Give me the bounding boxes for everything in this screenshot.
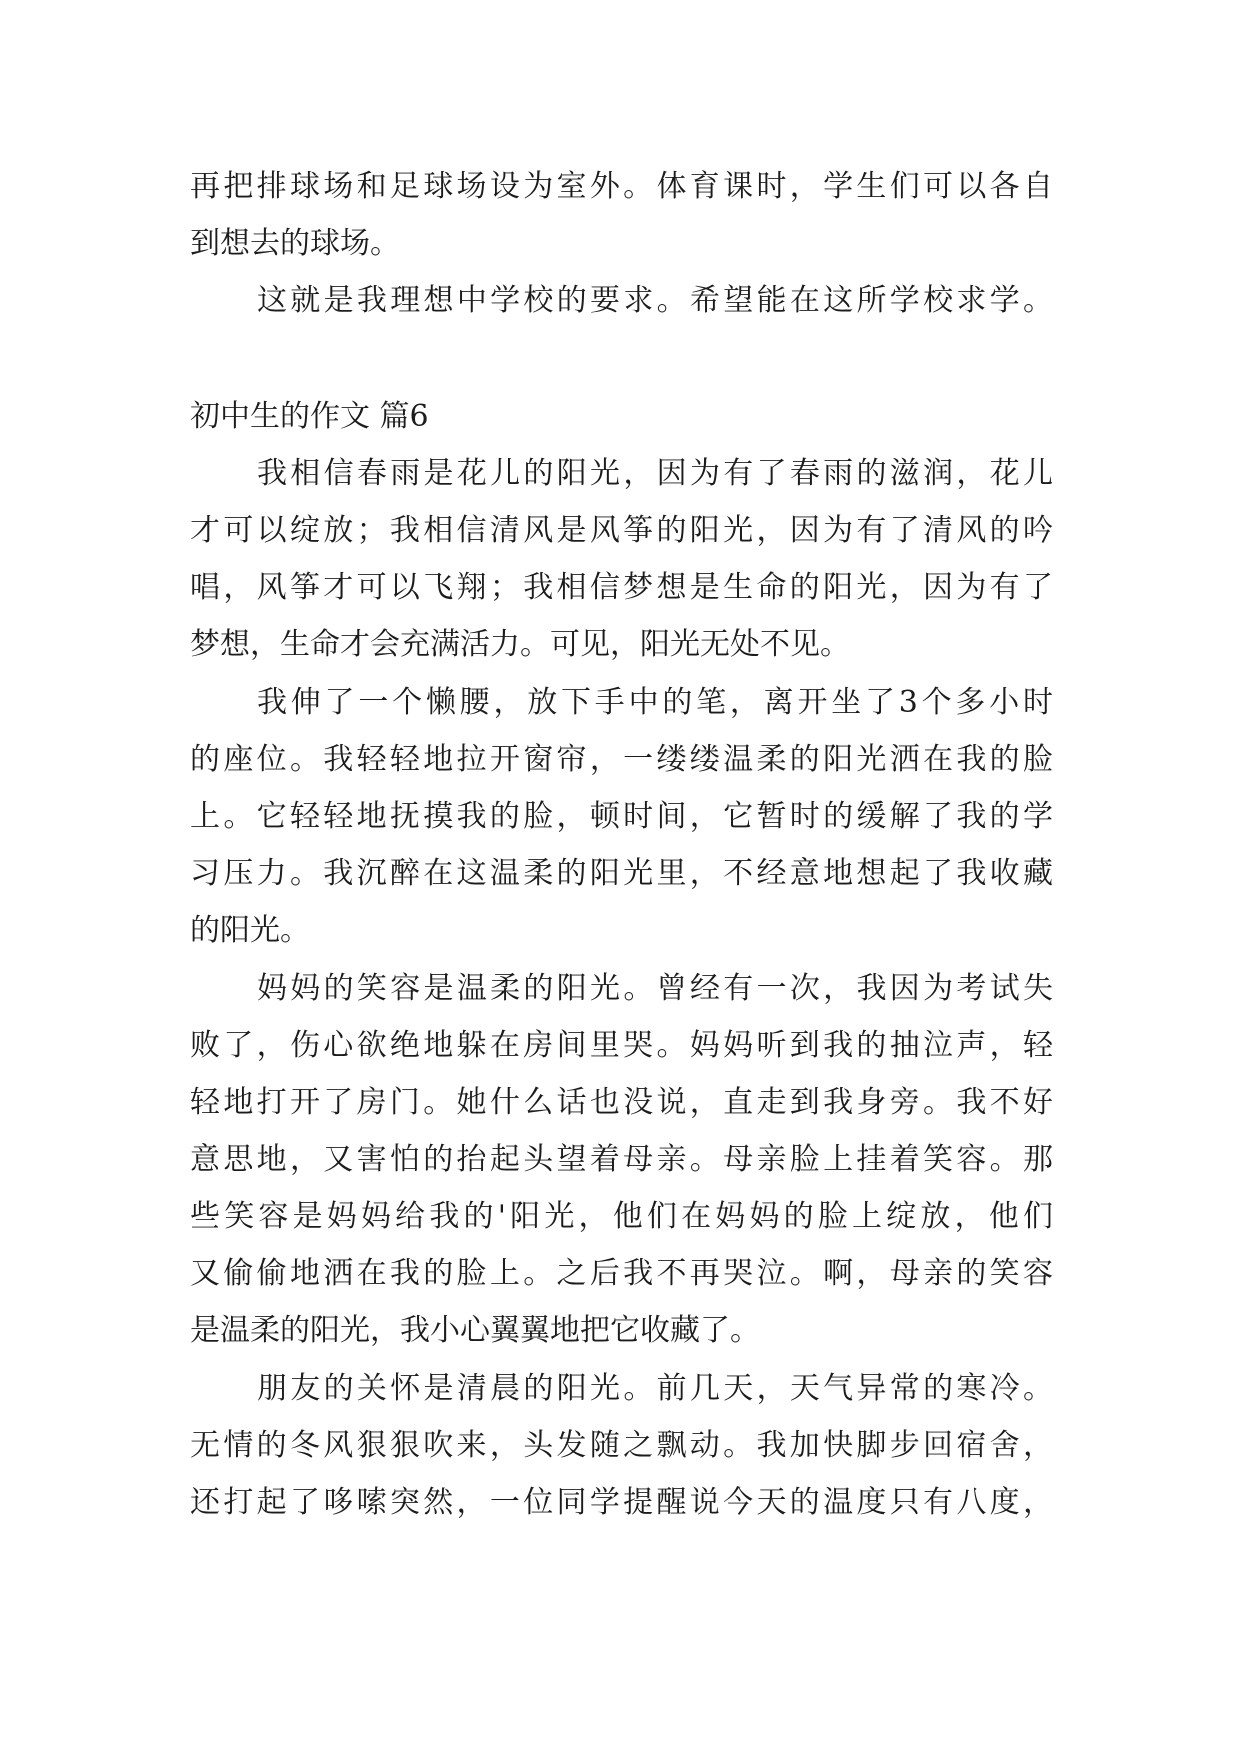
paragraph-line: 的阳光。 [190, 913, 310, 948]
paragraph-line: 意思地，又害怕的抬起头望着母亲。母亲脸上挂着笑容。那 [190, 1142, 1053, 1177]
paragraph-line: 还打起了哆嗦突然，一位同学提醒说今天的温度只有八度， [190, 1485, 1053, 1520]
paragraph-line: 唱，风筝才可以飞翔；我相信梦想是生命的阳光，因为有了 [190, 570, 1053, 605]
paragraph-line: 无情的冬风狠狠吹来，头发随之飘动。我加快脚步回宿舍， [190, 1428, 1053, 1463]
paragraph-line: 是温柔的阳光，我小心翼翼地把它收藏了。 [190, 1313, 760, 1348]
paragraph-line: 些笑容是妈妈给我的'阳光，他们在妈妈的脸上绽放，他们 [190, 1199, 1053, 1234]
section-heading: 初中生的作文 篇6 [190, 399, 429, 434]
paragraph-line: 败了，伤心欲绝地躲在房间里哭。妈妈听到我的抽泣声，轻 [190, 1028, 1053, 1063]
paragraph-line: 轻地打开了房门。她什么话也没说，直走到我身旁。我不好 [190, 1085, 1053, 1120]
paragraph-line: 的座位。我轻轻地拉开窗帘，一缕缕温柔的阳光洒在我的脸 [190, 742, 1053, 777]
paragraph-line: 到想去的球场。 [190, 226, 400, 261]
paragraph-line: 习压力。我沉醉在这温柔的阳光里，不经意地想起了我收藏 [190, 856, 1053, 891]
paragraph-line: 我相信春雨是花儿的阳光，因为有了春雨的滋润，花儿 [257, 456, 1053, 491]
paragraph-line: 又偷偷地洒在我的脸上。之后我不再哭泣。啊，母亲的笑容 [190, 1256, 1053, 1291]
paragraph-line: 再把排球场和足球场设为室外。体育课时，学生们可以各自 [190, 169, 1053, 204]
paragraph-line: 才可以绽放；我相信清风是风筝的阳光，因为有了清风的吟 [190, 513, 1053, 548]
paragraph-line: 妈妈的笑容是温柔的阳光。曾经有一次，我因为考试失 [257, 971, 1053, 1006]
paragraph-line: 朋友的关怀是清晨的阳光。前几天，天气异常的寒冷。 [257, 1371, 1053, 1406]
paragraph-line: 我伸了一个懒腰，放下手中的笔，离开坐了3个多小时 [257, 685, 1053, 720]
paragraph-line: 上。它轻轻地抚摸我的脸，顿时间，它暂时的缓解了我的学 [190, 799, 1053, 834]
paragraph-line: 梦想，生命才会充满活力。可见，阳光无处不见。 [190, 627, 850, 662]
paragraph-line: 这就是我理想中学校的要求。希望能在这所学校求学。 [257, 283, 1053, 318]
